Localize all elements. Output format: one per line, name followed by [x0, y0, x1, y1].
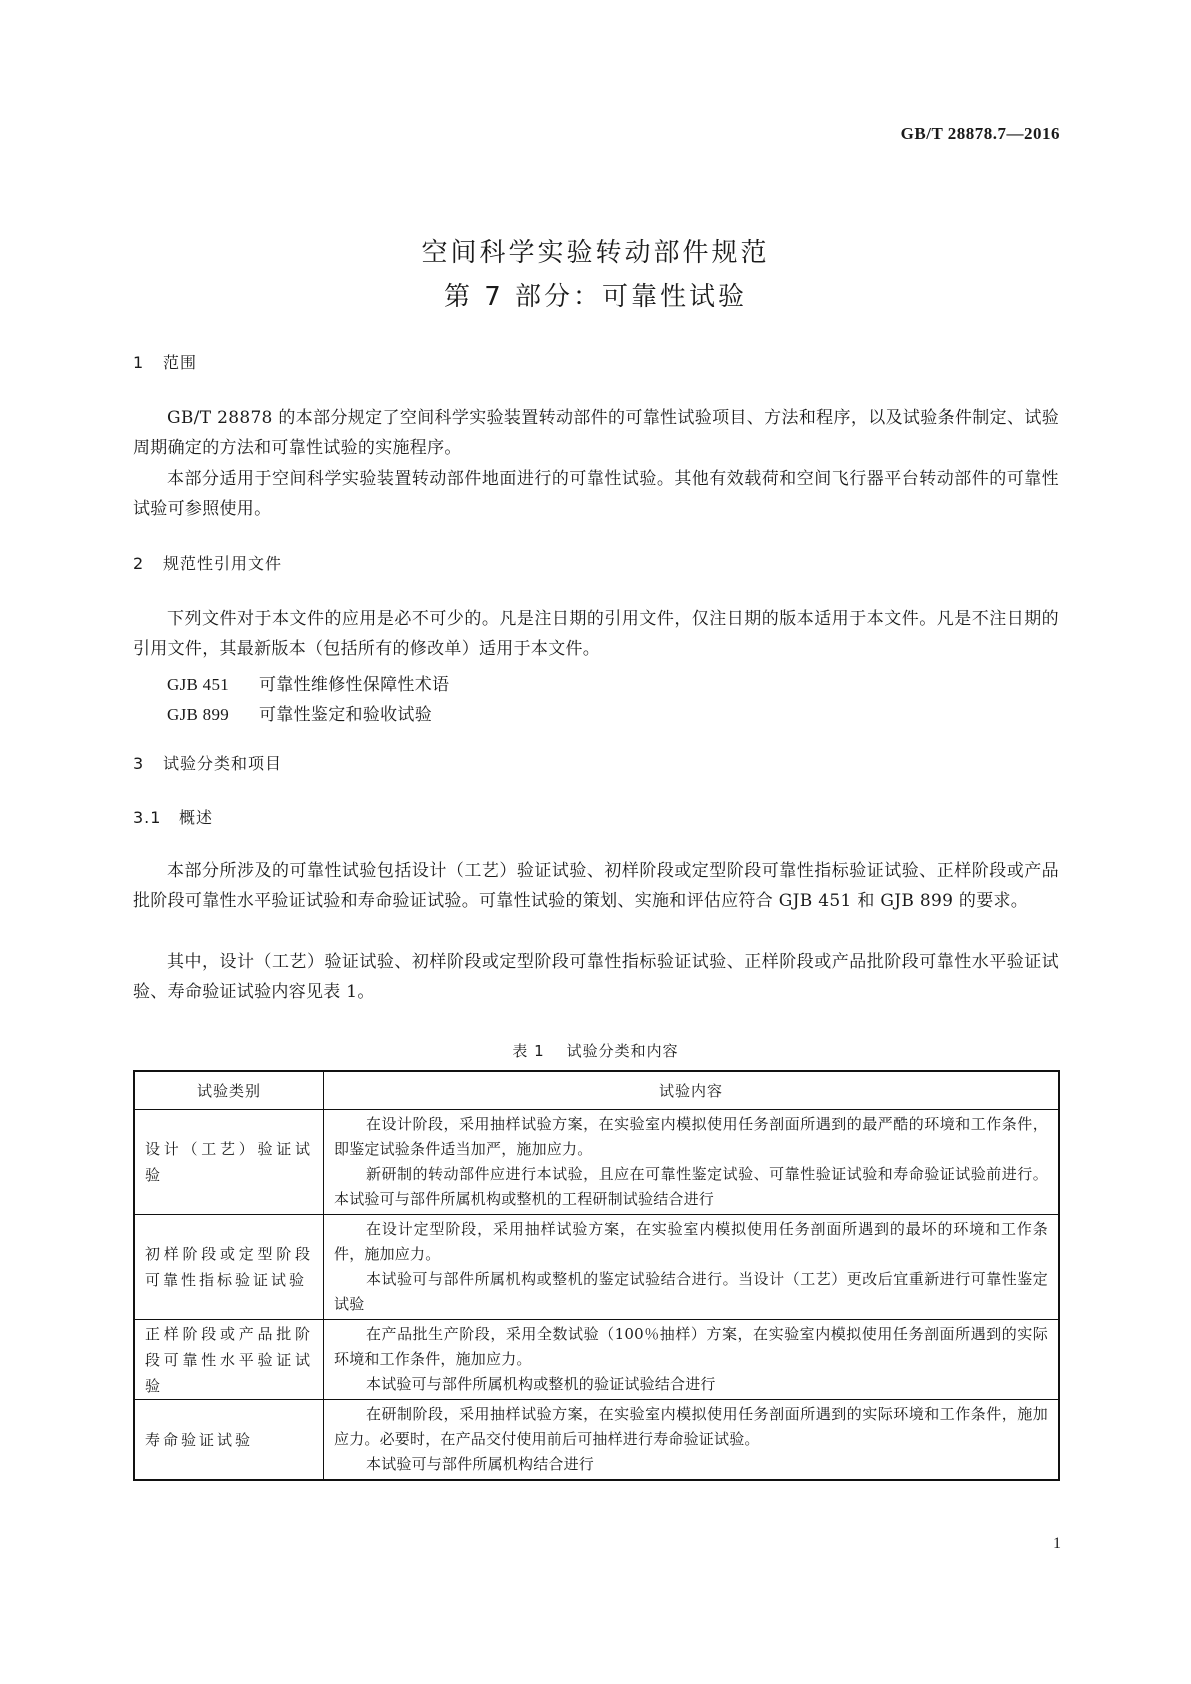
test-content-cell [324, 1400, 1060, 1481]
section-1-paragraph-1: GB/T 28878 的本部分规定了空间科学实验装置转动部件的可靠性试验项目、方法和程序，以及试验条件制定、试验周期确定的方法和可靠性试验的实施程序。 [133, 408, 1059, 458]
section-2-heading [133, 551, 282, 574]
table-number: 表 1 [512, 1042, 545, 1060]
reference-code: GJB 899 [167, 705, 230, 724]
document-subtitle: 第 7 部分：可靠性试验 [443, 282, 748, 312]
classification-table [133, 1070, 1060, 1481]
section-3-heading [133, 751, 282, 774]
content-paragraph: 本试验可与部件所属机构或整机的鉴定试验结合进行。当设计（工艺）更改后宜重新进行可靠性鉴定试验 [334, 1270, 1048, 1313]
content-paragraph: 在设计阶段，采用抽样试验方案，在实验室内模拟使用任务剖面所遇到的最严酷的环境和工作条件，即鉴定试验条件适当加严，施加应力。 [334, 1115, 1048, 1158]
content-paragraph: 在产品批生产阶段，采用全数试验（100％抽样）方案，在实验室内模拟使用任务剖面所遇到的实际环境和工作条件，施加应力。 [334, 1325, 1048, 1368]
test-category-cell: 初样阶段或定型阶段可靠性指标验证试验 [134, 1215, 324, 1320]
section-title: 概述 [179, 808, 214, 827]
column-header: 试验内容 [324, 1071, 1060, 1110]
table-caption [0, 1040, 1191, 1061]
content-paragraph: 在研制阶段，采用抽样试验方案，在实验室内模拟使用任务剖面所遇到的实际环境和工作条件，施加应力。必要时，在产品交付使用前后可抽样进行寿命验证试验。 [334, 1405, 1048, 1448]
table-row [134, 1400, 1059, 1481]
section-3-1-paragraph-1: 本部分所涉及的可靠性试验包括设计（工艺）验证试验、初样阶段或定型阶段可靠性指标验证试验、正样阶段或产品批阶段可靠性水平验证试验和寿命验证试验。可靠性试验的策划、实施和评估应符合 GJB 451 和 GJB 899 的要求。 [133, 861, 1059, 911]
reference-title: 可靠性鉴定和验收试验 [259, 705, 432, 725]
table-header-row [134, 1071, 1059, 1110]
content-paragraph: 本试验可与部件所属机构结合进行 [366, 1455, 595, 1473]
table-title: 试验分类和内容 [566, 1042, 679, 1060]
test-category-cell: 寿命验证试验 [134, 1400, 324, 1481]
section-1-paragraph-2: 本部分适用于空间科学实验装置转动部件地面进行的可靠性试验。其他有效载荷和空间飞行器平台转动部件的可靠性试验可参照使用。 [133, 469, 1059, 519]
section-2-paragraph: 下列文件对于本文件的应用是必不可少的。凡是注日期的引用文件，仅注日期的版本适用于本文件。凡是不注日期的引用文件，其最新版本（包括所有的修改单）适用于本文件。 [133, 609, 1059, 659]
table-row [134, 1110, 1059, 1215]
section-number: 3.1 [133, 808, 162, 827]
section-title: 范围 [163, 353, 198, 372]
section-number: 3 [133, 754, 145, 773]
table-row [134, 1215, 1059, 1320]
content-paragraph: 在设计定型阶段，采用抽样试验方案，在实验室内模拟使用任务剖面所遇到的最坏的环境和工作条件，施加应力。 [334, 1220, 1048, 1263]
section-number: 2 [133, 554, 145, 573]
section-1-heading [133, 350, 197, 373]
document-title: 空间科学实验转动部件规范 [421, 238, 770, 268]
section-3-1-heading [133, 805, 213, 828]
reference-item [167, 700, 432, 725]
test-content-cell [324, 1215, 1060, 1320]
column-header: 试验类别 [134, 1071, 324, 1110]
section-number: 1 [133, 353, 145, 372]
reference-title: 可靠性维修性保障性术语 [259, 675, 450, 695]
section-title: 规范性引用文件 [163, 554, 283, 573]
test-category-cell: 设计（工艺）验证试验 [134, 1110, 324, 1215]
standard-number: GB/T 28878.7—2016 [900, 124, 1060, 143]
section-title: 试验分类和项目 [163, 754, 283, 773]
test-category-cell: 正样阶段或产品批阶段可靠性水平验证试验 [134, 1320, 324, 1400]
page-number: 1 [1053, 1535, 1061, 1552]
table-row [134, 1320, 1059, 1400]
test-content-cell [324, 1110, 1060, 1215]
reference-code: GJB 451 [167, 675, 230, 694]
reference-item [167, 670, 449, 695]
content-paragraph: 新研制的转动部件应进行本试验，且应在可靠性鉴定试验、可靠性验证试验和寿命验证试验前进行。本试验可与部件所属机构或整机的工程研制试验结合进行 [334, 1165, 1048, 1208]
test-content-cell [324, 1320, 1060, 1400]
content-paragraph: 本试验可与部件所属机构或整机的验证试验结合进行 [366, 1375, 716, 1393]
section-3-1-paragraph-2: 其中，设计（工艺）验证试验、初样阶段或定型阶段可靠性指标验证试验、正样阶段或产品批阶段可靠性水平验证试验、寿命验证试验内容见表 1。 [133, 952, 1059, 1002]
